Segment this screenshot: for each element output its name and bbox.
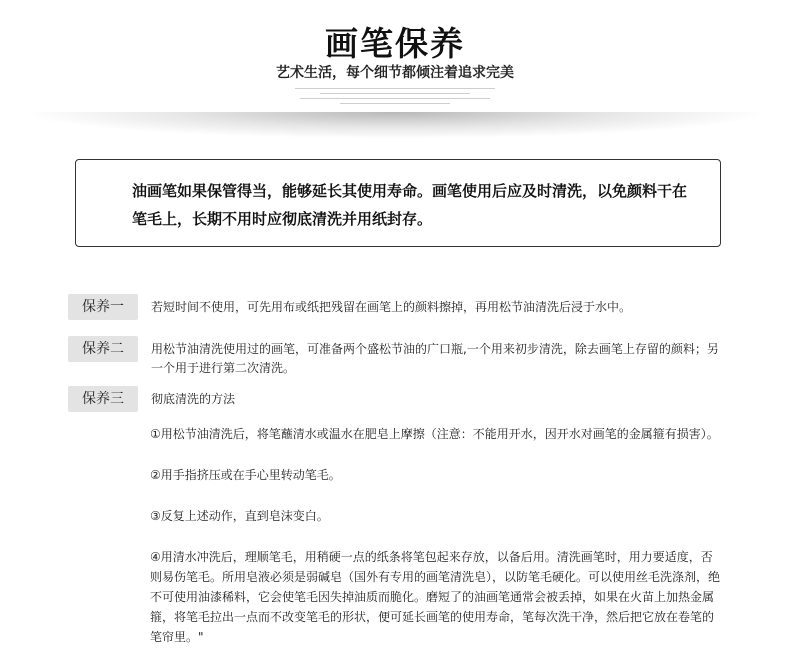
section-text: 用松节油清洗使用过的画笔，可准备两个盛松节油的广口瓶,一个用来初步清洗，除去画笔上存留的颜料；另一个用于进行第二次清洗。 — [151, 342, 719, 375]
step-item: ②用手指挤压或在手心里转动笔毛。 — [150, 468, 341, 482]
cleaning-steps — [150, 424, 720, 668]
decorative-fine-print — [295, 88, 495, 108]
page-title: 画笔保养 — [325, 24, 465, 63]
section-tag: 保养三 — [68, 386, 138, 412]
page-subtitle: 艺术生活，每个细节都倾注着追求完美 — [276, 65, 514, 81]
step-item: ③反复上述动作，直到皂沫变白。 — [150, 509, 329, 523]
section-text: 若短时间不使用，可先用布或纸把残留在画笔上的颜料擦掉，再用松节油清洗后浸于水中。 — [151, 300, 632, 314]
section-text: 彻底清洗的方法 — [151, 392, 236, 406]
intro-text: 油画笔如果保管得当，能够延长其使用寿命。画笔使用后应及时清洗，以免颜料干在笔毛上，长期不用时应彻底清洗并用纸封存。 — [132, 182, 688, 228]
section-tag: 保养二 — [68, 336, 138, 362]
step-item: ④用清水冲洗后，理顺笔毛，用稍硬一点的纸条将笔包起来存放，以备后用。清洗画笔时，用力要适度，否则易伤笔毛。所用皂液必须是弱碱皂（国外有专用的画笔清洗皂），以防笔毛硬化。可以使用丝毛洗涤剂，绝不可使用油漆稀料，它会使笔毛因失掉油质而脆化。磨短了的油画笔通常会被丢掉，如果在火苗上加热金属箍，将笔毛拉出一点而不改变笔毛的形状，便可延长画笔的使用寿命，笔每次洗干净，然后把它放在卷笔的笔帘里。" — [150, 550, 721, 644]
step-item: ①用松节油清洗后，将笔蘸清水或温水在肥皂上摩擦（注意：不能用开水，因开水对画笔的金属箍有损害）。 — [150, 427, 719, 441]
header-shadow-divider — [30, 112, 760, 138]
section-tag: 保养一 — [68, 294, 138, 320]
intro-box — [75, 159, 721, 247]
